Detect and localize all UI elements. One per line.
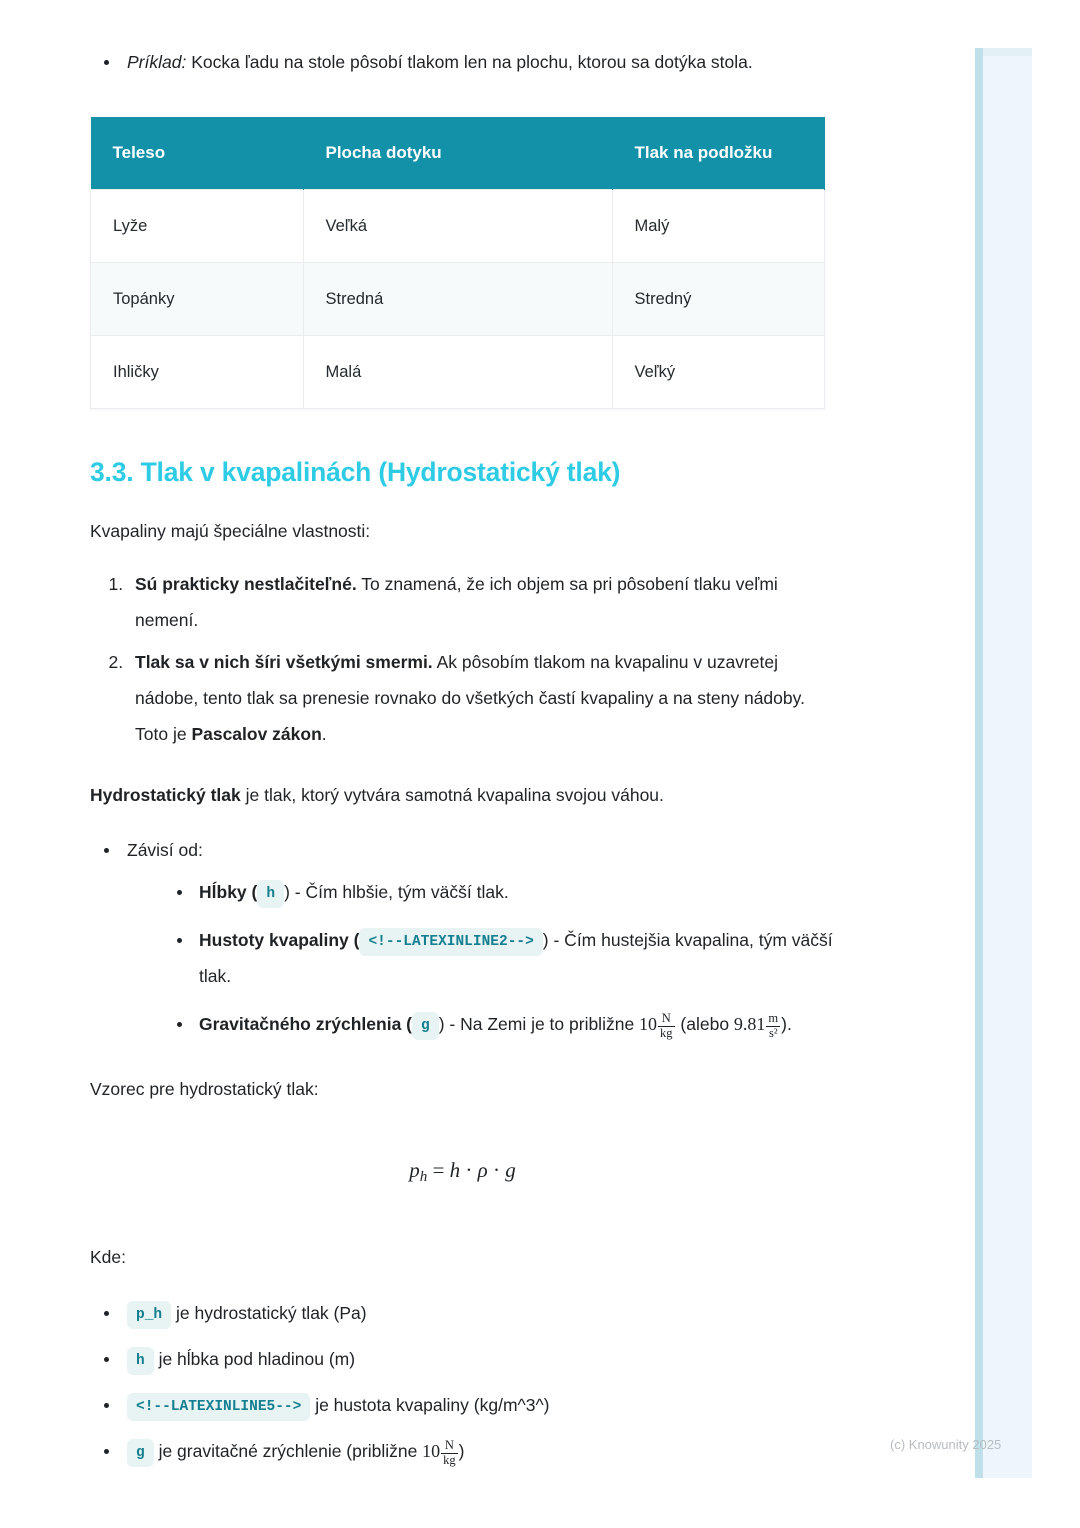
list-item-hustoty [169,922,835,994]
list-item-p-h [90,1290,835,1336]
gravitacne-tail-text: ). [781,1014,792,1034]
right-side-panel [975,48,1032,1478]
formula-symbol-p: p [409,1158,420,1182]
right-side-panel-accent-edge [975,48,983,1478]
definition-tail-g: ) [458,1441,465,1462]
lead-paragraph: Kvapaliny majú špeciálne vlastnosti: [90,521,371,541]
formula-operator-dot-1: · [460,1158,478,1182]
kde-label: Kde: [90,1247,126,1268]
depends-on-sublist [127,874,835,1042]
table-row [91,190,825,263]
table-row [91,336,825,409]
table-head [91,117,825,190]
table-cell: Topánky [91,263,304,336]
gravitacne-text: ) - Na Zemi je to približne [438,1014,640,1034]
list-item-hlbky [169,874,835,910]
hydrostatic-term: Hydrostatický tlak [90,785,241,805]
table-cell: Veľká [303,190,612,263]
pressure-comparison-table [90,117,825,409]
section-heading: 3.3. Tlak v kvapalinách (Hydrostatický tlak) [90,457,621,487]
unit-fraction-newton-per-kg [441,1439,458,1467]
table-row [91,263,825,336]
example-label: Príklad: [127,52,187,72]
example-text: Kocka ľadu na stole pôsobí tlakom len na plochu, ktorou sa dotýka stola. [191,52,753,72]
fraction-numerator: N [661,1011,671,1025]
definition-text-rho: je hustota kvapaliny (kg/m^3^) [315,1395,550,1416]
list-item-rho [90,1382,835,1428]
unit-fraction-newton-per-kg [658,1012,675,1040]
list-item-text: Ak pôsobím tlakom na kvapalinu v uzavretej nádobe, tento tlak sa prenesie rovnako do všetkých častí kvapaliny a na steny nádoby. Toto je [135,652,805,744]
unit-fraction-m-per-s2 [766,1012,780,1040]
depends-on-list [90,832,835,1042]
table-cell: Stredná [303,263,612,336]
hlbky-text: ) - Čím hlbšie, tým väčší tlak. [284,882,509,902]
list-item-g [90,1428,835,1474]
formula-subscript-h: h [419,1169,428,1186]
table-cell: Stredný [612,263,825,336]
table-header-row [91,117,825,190]
hustoty-label: Hustoty kvapaliny ( [199,930,360,950]
gravity-value: 10 [422,1441,441,1462]
fraction-denominator: kg [443,1452,456,1467]
gravitacne-middle-text: (alebo [675,1014,734,1034]
hustoty-text: ) - Čím hustejšia kvapalina, tým väčší tlak. [199,930,833,986]
formula-variable-definitions-list [90,1290,835,1474]
right-side-panel-top-strip [983,48,1032,56]
table-column-header-tlak-na-podlozku: Tlak na podložku [612,117,825,190]
hydrostatic-pressure-formula [90,1158,835,1186]
table-body [91,190,825,409]
pascal-law-term: Pascalov zákon [191,724,322,744]
formula-symbol-g: g [505,1158,516,1182]
list-item [90,44,835,80]
fraction-denominator: s² [766,1026,780,1041]
definition-text-p-h: je hydrostatický tlak (Pa) [175,1303,367,1324]
fraction-numerator: N [444,1438,454,1453]
list-item-bold-lead: Sú prakticky nestlačiteľné. [135,574,357,594]
code-chip-h: h [257,880,284,908]
table-column-header-plocha-dotyku: Plocha dotyku [303,117,612,190]
table-cell: Malý [612,190,825,263]
hydrostatic-definition-text: je tlak, ktorý vytvára samotná kvapalina svojou váhou. [240,785,664,805]
gravity-value-earth: 10 [639,1014,658,1034]
copyright-watermark: (c) Knowunity 2025 [890,1437,1002,1452]
formula-symbol-h: h [449,1158,461,1182]
formula-operator-dot-2: · [487,1158,506,1182]
code-chip-g: g [412,1012,439,1040]
hlbky-label: Hĺbky ( [199,882,258,902]
definition-text-g: je gravitačné zrýchlenie (približne [158,1441,423,1462]
hydrostatic-definition-paragraph [90,778,835,812]
list-item-bold-lead: Tlak sa v nich šíri všetkými smermi. [135,652,433,672]
fraction-denominator: kg [660,1025,673,1040]
gravity-value-precise: 9.81 [733,1014,766,1034]
definition-text-h: je hĺbka pod hladinou (m) [158,1349,356,1370]
depends-on-title: Závisí od: [127,840,203,860]
table-cell: Veľký [612,336,825,409]
document-content [90,0,835,1474]
code-chip-h: h [127,1347,154,1375]
fraction-numerator: m [768,1011,779,1025]
formula-intro-paragraph: Vzorec pre hydrostatický tlak: [90,1079,319,1099]
table-cell: Lyže [91,190,304,263]
list-item [128,644,835,752]
formula-equals: = [427,1158,450,1182]
code-chip-p-h: p_h [127,1301,171,1329]
code-chip-rho: <!--LATEXINLINE2--> [359,928,542,956]
list-item-text: To znamená, že ich objem sa pri pôsobení tlaku veľmi nemení. [135,574,778,630]
table-cell: Malá [303,336,612,409]
list-item-gravitacne [169,1006,835,1042]
gravitacne-label: Gravitačného zrýchlenia ( [199,1014,412,1034]
list-item [128,566,835,638]
example-bullet-list [90,44,835,80]
code-chip-g: g [127,1439,154,1467]
table-cell: Ihličky [91,336,304,409]
liquid-properties-ordered-list [90,566,835,752]
list-item-h [90,1336,835,1382]
list-item [90,832,835,1042]
table-column-header-teleso: Teleso [91,117,304,190]
formula-symbol-rho: ρ [477,1158,488,1182]
list-item-tail: . [321,724,327,744]
code-chip-rho: <!--LATEXINLINE5--> [127,1393,310,1421]
